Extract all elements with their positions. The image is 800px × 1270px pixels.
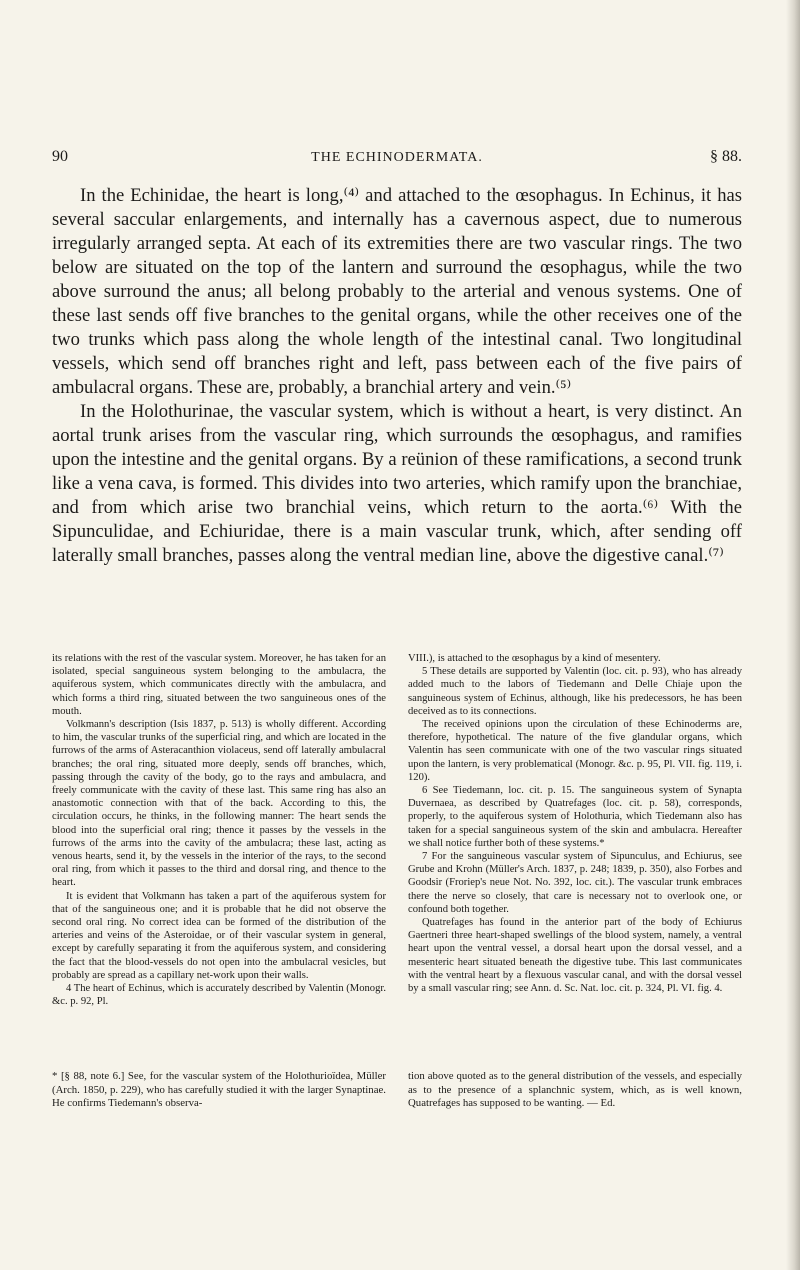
footnote-text: Quatrefages has found in the anterior part of the body of Echiurus Gaertneri three heart-shaped swellings of the blood system, namely, a ventral heart upon the ventral vessel, a dorsal heart upon the dorsal vessel, and a mesenteric heart situated beneath the digestive tube. This last communicates with the ventral heart by a flexuous vascular canal, and with the dorsal vessel by a small vascular ring; see Ann. d. Sc. Nat. loc. cit. p. 324, Pl. VI. fig. 4. (408, 917, 742, 995)
editor-note-text: tion above quoted as to the general distribution of the vessels, and especially as to the presence of a splanchnic system, which, as is well known, Quatrefages has supposed to be wanting. — Ed. (408, 1070, 742, 1110)
running-title: THE ECHINODERMATA. (311, 150, 483, 165)
footnotes (52, 652, 742, 1008)
paragraph-holothurinae: In the Holothurinae, the vascular system, which is without a heart, is very distinct. An aortal trunk arises from the vascular ring, which surrounds the œsophagus, and ramifies upon the intestine and the genital organs. By a reünion of these ramifications, a second trunk like a vena cava, is formed. This divides into two arteries, which ramify upon the branchiae, and from which arise two branchial veins, which return to the aorta.⁽⁶⁾ With the Sipunculidae, and Echiuridae, there is a main vascular trunk, which, after sending off laterally small branches, passes along the ventral median line, above the digestive canal.⁽⁷⁾ (52, 401, 742, 566)
footnote-text: Volkmann's description (Isis 1837, p. 513) is wholly different. According to him, the vascular trunks of the superficial ring, and which are located in the furrows of the arms of Asteracanthion violaceus, send off laterally ambulacral branches; the oral ring, situated more deeply, sends off branches, which, passing through the cavity of the body, go to the rays and ambulacra, and freely communicate with the cavity of these last. This same ring has also an anastomotic connection with that of the back. According to this, the circulation occurs, he thinks, in the following manner: The heart sends the blood into the superficial oral ring; thence it passes by the vessels in the furrows of the arms into the cavity of the ambulacra; these last, acting as venous hearts, send it, by the vessels in the interior of the rays, to the second oral ring, from which it passes to the third and dorsal ring, and thence to the heart. (52, 719, 386, 889)
footnote-6: 6 See Tiedemann, loc. cit. p. 15. The sanguineous system of Synapta Duvernaea, as described by Quatrefages (loc. cit. p. 58), corresponds, properly, to the aquiferous system of Holothuria, which Tiedemann also has taken for a special sanguineous system of the skin and ambulacra. Hereafter we shall notice further both of these systems.* (408, 785, 742, 849)
editor-note-right (408, 1070, 742, 1111)
footnotes-left-column (52, 652, 386, 1008)
editor-note-left (52, 1070, 386, 1111)
footnote-text: its relations with the rest of the vascular system. Moreover, he has taken for an isolated, special sanguineous system belonging to the ambulacra, the aquiferous system, which communicates directly with the ambulacra, and which forms a third ring, situated between the two sanguineous ones of the mouth. (52, 653, 386, 717)
footnotes-right-column (408, 652, 742, 1008)
page-edge-shadow (786, 0, 800, 1270)
footnote-4: 4 The heart of Echinus, which is accurately described by Valentin (Monogr. &c. p. 92, Pl. (52, 983, 386, 1008)
footnote-text: The received opinions upon the circulation of these Echinoderms are, therefore, hypothetical. The nature of the five glandular organs, which Valentin has seen communicate with one of the two vascular rings situated upon the lantern, is very problematical (Monogr. &c. p. 95, Pl. VII. fig. 119, i. 120). (408, 719, 742, 783)
paragraph-echinidae: In the Echinidae, the heart is long,⁽⁴⁾ and attached to the œsophagus. In Echinus, it has several saccular enlargements, and internally has a cavernous aspect, due to numerous irregularly arranged septa. At each of its extremities there are two vascular rings. The two below are situated on the top of the lantern and surround the œsophagus, while the two above surround the anus; all belong probably to the arterial and venous systems. One of these last sends off five branches to the genital organs, while the other receives one of the two trunks which pass along the whole length of the intestinal canal. Two longitudinal vessels, which send off branches right and left, pass between each of the five pairs of ambulacral organs. These are, probably, a branchial artery and vein.⁽⁵⁾ (52, 185, 742, 398)
page-number: 90 (52, 148, 68, 165)
editor-note-text: * [§ 88, note 6.] See, for the vascular system of the Holothurioïdea, Müller (Arch. 1850, p. 229), who has carefully studied it with the larger Synaptinae. He confirms Tiedemann's observa- (52, 1070, 386, 1110)
footnote-5: 5 These details are supported by Valentin (loc. cit. p. 93), who has already added much to the labors of Tiedemann and Delle Chiaje upon the sanguineous system of Echinus, although, like his predecessors, he has been deceived as to its connections. (408, 666, 742, 717)
footnote-text: VIII.), is attached to the œsophagus by a kind of mesentery. (408, 653, 661, 664)
footnote-text: It is evident that Volkmann has taken a part of the aquiferous system for that of the sanguineous one; and it is probable that he did not observe the second oral ring. No correct idea can be formed of the distribution of the arteries and veins of the Asteroidae, or of their vascular system in general, except by carefully separating it from the aquiferous system, and considering the fact that the blood-vessels do not open into the ambulacral vesicles, but probably are spread as a capillary net-work upon their walls. (52, 890, 386, 981)
section-number: § 88. (710, 148, 742, 165)
running-header (52, 148, 742, 170)
editor-note (52, 1070, 742, 1111)
footnote-7: 7 For the sanguineous vascular system of Sipunculus, and Echiurus, see Grube and Krohn (Müller's Arch. 1837, p. 248; 1839, p. 350), also Forbes and Goodsir (Froriep's neue Not. No. 392, loc. cit.). The vascular trunk embraces there the nerve so closely, that care is necessary not to overlook one, or confound both together. (408, 851, 742, 915)
main-text (52, 184, 742, 568)
